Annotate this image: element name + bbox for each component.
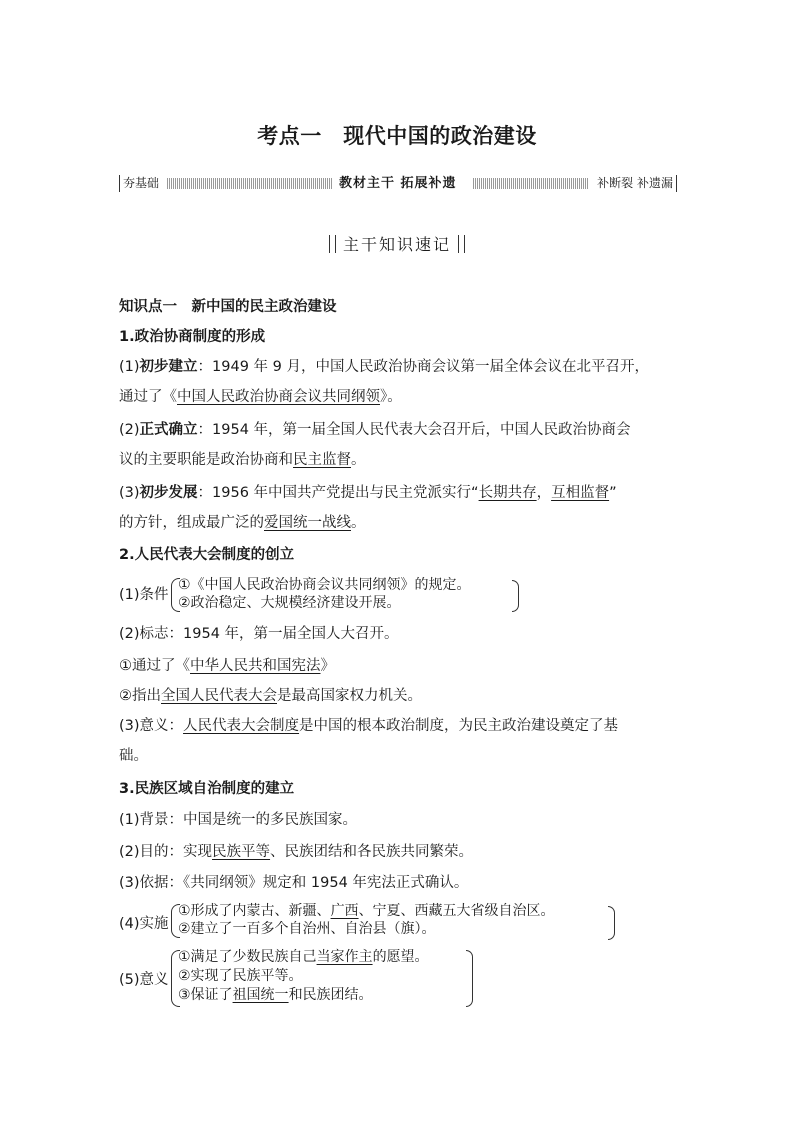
text: 是中国的根本政治制度，为民主政治建设奠定了基 bbox=[299, 718, 619, 734]
section-heading-3-text: 3.民族区域自治制度的建立 bbox=[119, 781, 295, 797]
significance-item-3 bbox=[178, 986, 373, 1004]
sign-item-1 bbox=[119, 656, 335, 676]
text: 》 bbox=[320, 658, 335, 674]
conditions-label: (1)条件 bbox=[119, 587, 169, 603]
underlined-term: 民主监督 bbox=[293, 452, 351, 468]
section-heading-1 bbox=[119, 327, 265, 347]
sign-line: (2)标志：1954 年，第一届全国人大召开。 bbox=[119, 626, 399, 642]
underlined-term: 爱国统一战线 bbox=[264, 515, 351, 531]
text: ” bbox=[609, 485, 617, 501]
implementation-item-1 bbox=[178, 902, 555, 920]
right-brace bbox=[608, 906, 615, 940]
paragraph-3-line-a bbox=[119, 483, 617, 503]
section-heading-3 bbox=[119, 779, 294, 799]
significance-item-2: ②实现了民族平等。 bbox=[178, 968, 303, 984]
condition-item-2: ②政治稳定、大规模经济建设开展。 bbox=[178, 595, 401, 611]
underlined-term: 长期共存 bbox=[478, 485, 537, 501]
subtitle bbox=[0, 232, 794, 255]
text: 议的主要职能是政治协商和 bbox=[119, 452, 293, 468]
meaning-line-b: 础。 bbox=[119, 748, 148, 764]
paragraph-2-line-a bbox=[119, 420, 631, 440]
condition-item-1: ①《中国人民政治协商会议共同纲领》的规定。 bbox=[178, 577, 471, 593]
text: 。 bbox=[351, 452, 366, 468]
num: (2) bbox=[119, 422, 140, 438]
text: 的方针，组成最广泛的 bbox=[119, 515, 264, 531]
underlined-term: 当家作主 bbox=[316, 949, 373, 965]
section-heading-2 bbox=[119, 545, 294, 565]
text: 是最高国家权力机关。 bbox=[277, 688, 422, 704]
text: 、宁夏、西藏五大省级自治区。 bbox=[358, 903, 555, 919]
text: ：1956 年中国共产党提出与民主党派实行“ bbox=[197, 485, 479, 501]
background-line: (1)背景：中国是统一的多民族国家。 bbox=[119, 812, 358, 828]
significance-label: (5)意义 bbox=[119, 972, 169, 988]
num: (3) bbox=[119, 485, 140, 501]
num: (1) bbox=[119, 359, 140, 375]
text: 、民族团结和各民族共同繁荣。 bbox=[270, 844, 474, 860]
text: ， bbox=[536, 485, 552, 501]
banner-center-label: 教材主干 拓展补遗 bbox=[339, 176, 457, 191]
section-banner bbox=[119, 175, 677, 192]
right-brace bbox=[466, 950, 473, 1007]
right-brace bbox=[512, 580, 519, 612]
underlined-term: 中国人民政治协商会议共同纲领 bbox=[177, 389, 380, 405]
underlined-term: 人民代表大会制度 bbox=[183, 718, 300, 734]
text: 通过了《 bbox=[119, 389, 177, 405]
basis-line: (3)依据：《共同纲领》规定和 1954 年宪法正式确认。 bbox=[119, 875, 469, 891]
meaning-line-a bbox=[119, 716, 618, 736]
underlined-term: 中华人民共和国宪法 bbox=[190, 658, 321, 674]
sign-item-2 bbox=[119, 686, 422, 706]
text: 。 bbox=[351, 515, 366, 531]
section-heading-1-text: 1.政治协商制度的形成 bbox=[119, 329, 266, 345]
banner-right-label: 补断裂 补遗漏 bbox=[597, 175, 677, 192]
banner-hatch-right bbox=[473, 178, 589, 189]
text: 和民族团结。 bbox=[288, 987, 373, 1003]
underlined-term: 互相监督 bbox=[551, 485, 610, 501]
page-title: 考点一 现代中国的政治建设 bbox=[257, 123, 537, 148]
paragraph-3-line-b bbox=[119, 513, 366, 533]
label: 正式确立 bbox=[139, 422, 198, 438]
subtitle-bar-right bbox=[458, 235, 465, 253]
text: ：1949 年 9 月，中国人民政治协商会议第一届全体会议在北平召开， bbox=[197, 359, 649, 375]
underlined-term: 全国人民代表大会 bbox=[161, 688, 277, 704]
paragraph-2-line-b bbox=[119, 450, 366, 470]
section-heading-2-text: 2.人民代表大会制度的创立 bbox=[119, 547, 295, 563]
paragraph-1-line-a bbox=[119, 357, 649, 377]
significance-item-1 bbox=[178, 948, 429, 966]
text: ：1954 年，第一届全国人民代表大会召开后，中国人民政治协商会 bbox=[197, 422, 631, 438]
subtitle-text: 主干知识速记 bbox=[342, 235, 451, 254]
text: 的愿望。 bbox=[372, 949, 429, 965]
label: 初步建立 bbox=[139, 359, 198, 375]
knowledge-point-heading: 知识点一 新中国的民主政治建设 bbox=[119, 299, 337, 315]
implementation-label: (4)实施 bbox=[119, 916, 169, 932]
underlined-term: 民族平等 bbox=[212, 844, 271, 860]
underlined-term: 祖国统一 bbox=[232, 987, 289, 1003]
banner-hatch-left bbox=[167, 178, 333, 189]
implementation-item-2: ②建立了一百多个自治州、自治县（旗）。 bbox=[178, 921, 436, 937]
text: ①满足了少数民族自己 bbox=[178, 949, 317, 965]
label: 初步发展 bbox=[139, 485, 198, 501]
underlined-term: 广西 bbox=[330, 903, 359, 919]
text: (3)意义： bbox=[119, 718, 184, 734]
text: (2)目的：实现 bbox=[119, 844, 213, 860]
paragraph-1-line-b bbox=[119, 387, 402, 407]
text: 》。 bbox=[380, 389, 402, 405]
text: ①通过了《 bbox=[119, 658, 190, 674]
purpose-line bbox=[119, 842, 473, 862]
subtitle-bar-left bbox=[329, 235, 336, 253]
banner-left-label: 夯基础 bbox=[119, 175, 159, 192]
text: ③保证了 bbox=[178, 987, 233, 1003]
text: ②指出 bbox=[119, 688, 161, 704]
text: ①形成了内蒙古、新疆、 bbox=[178, 903, 331, 919]
